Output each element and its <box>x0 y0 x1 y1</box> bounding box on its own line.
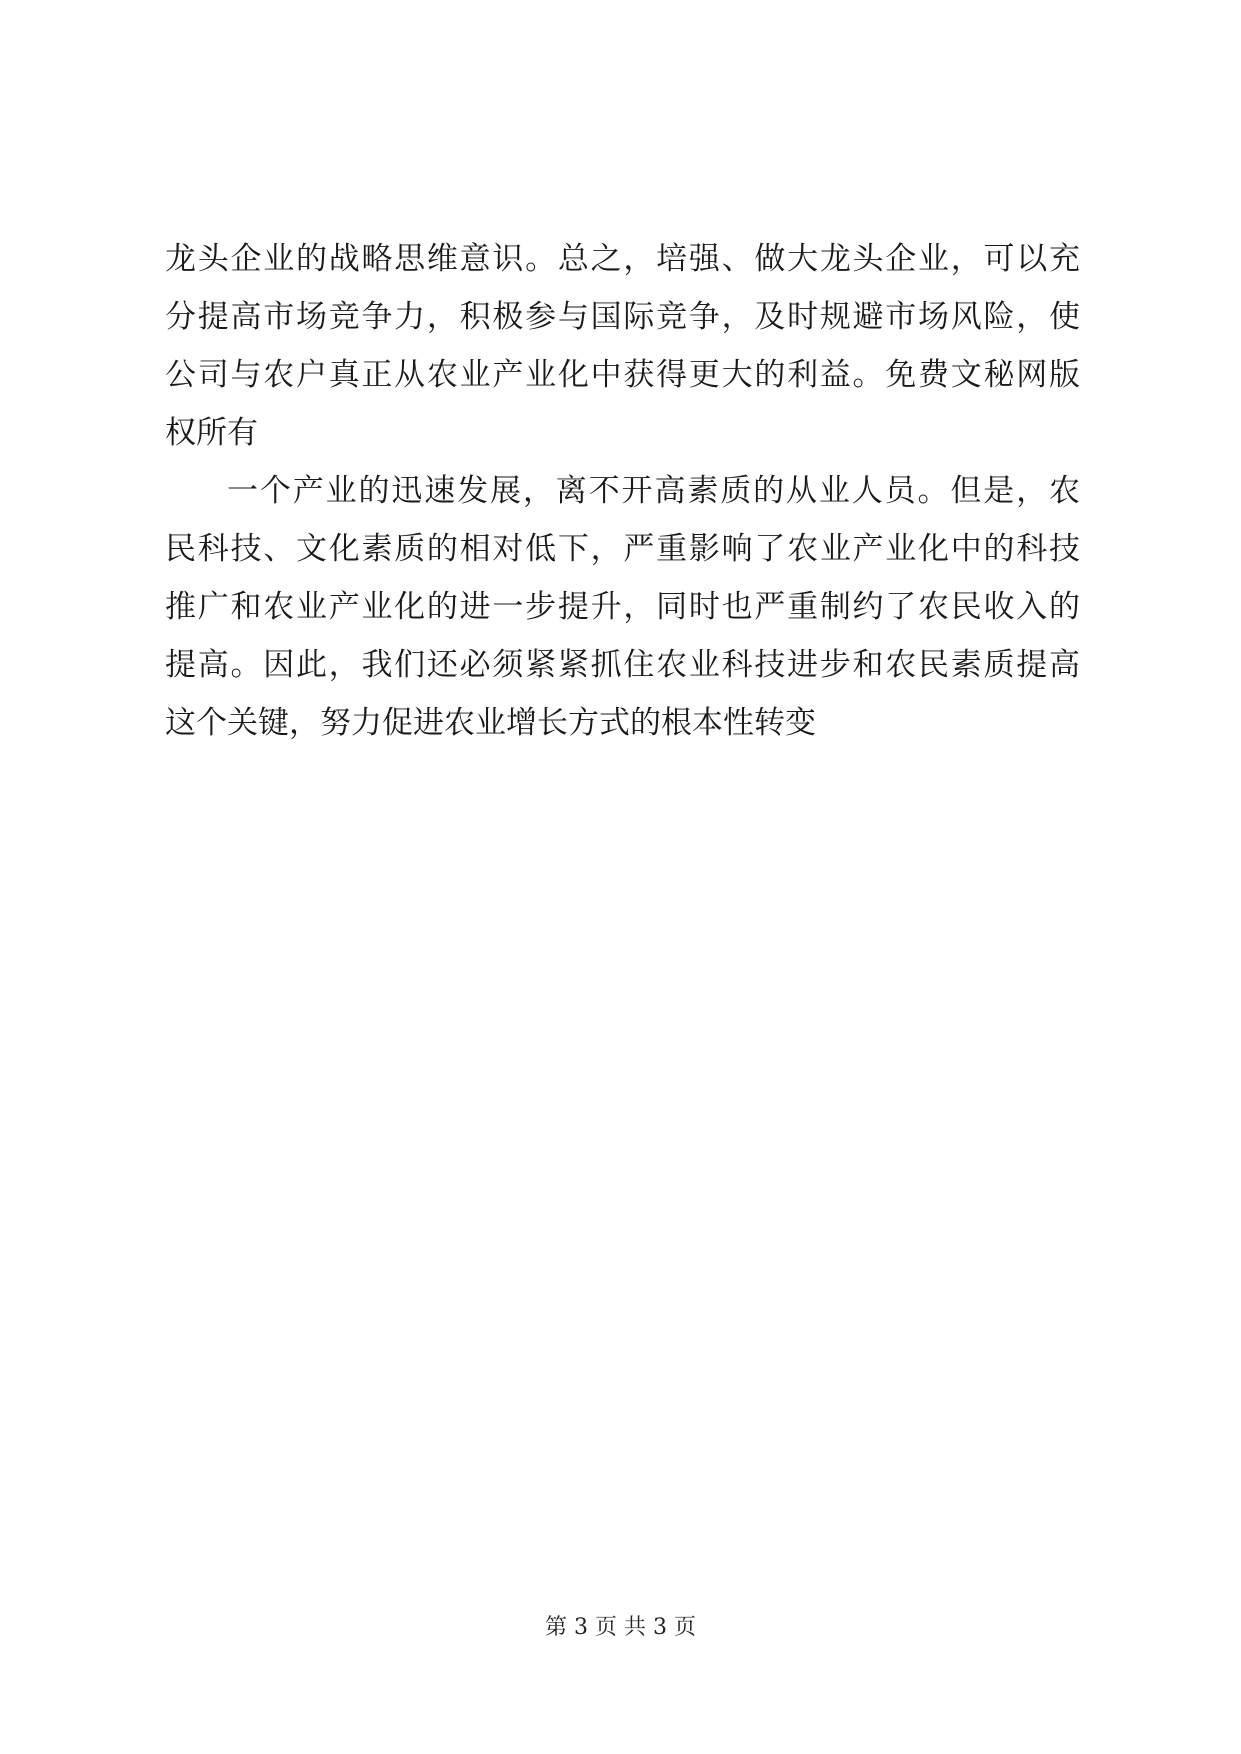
paragraph-line: 龙头企业的战略思维意识。总之，培强、做大龙头企业，可以充 <box>165 241 1080 277</box>
page-number-footer: 第 3 页 共 3 页 <box>545 1615 696 1640</box>
paragraph-line: 分提高市场竞争力，积极参与国际竞争，及时规避市场风险，使 <box>165 299 1080 335</box>
paragraph-line: 这个关键，努力促进农业增长方式的根本性转变 <box>165 705 816 741</box>
paragraph-line: 提高。因此，我们还必须紧紧抓住农业科技进步和农民素质提高 <box>165 647 1080 683</box>
paragraph-line: 权所有 <box>165 415 258 451</box>
paragraph-line: 民科技、文化素质的相对低下，严重影响了农业产业化中的科技 <box>165 531 1080 567</box>
paragraph-line: 一个产业的迅速发展，离不开高素质的从业人员。但是，农 <box>227 473 1080 509</box>
document-body <box>165 230 1080 752</box>
paragraph-line: 推广和农业产业化的进一步提升，同时也严重制约了农民收入的 <box>165 589 1080 625</box>
paragraph-1 <box>165 230 1080 462</box>
paragraph-line: 公司与农户真正从农业产业化中获得更大的利益。免费文秘网版 <box>165 357 1080 393</box>
paragraph-2 <box>165 462 1080 752</box>
